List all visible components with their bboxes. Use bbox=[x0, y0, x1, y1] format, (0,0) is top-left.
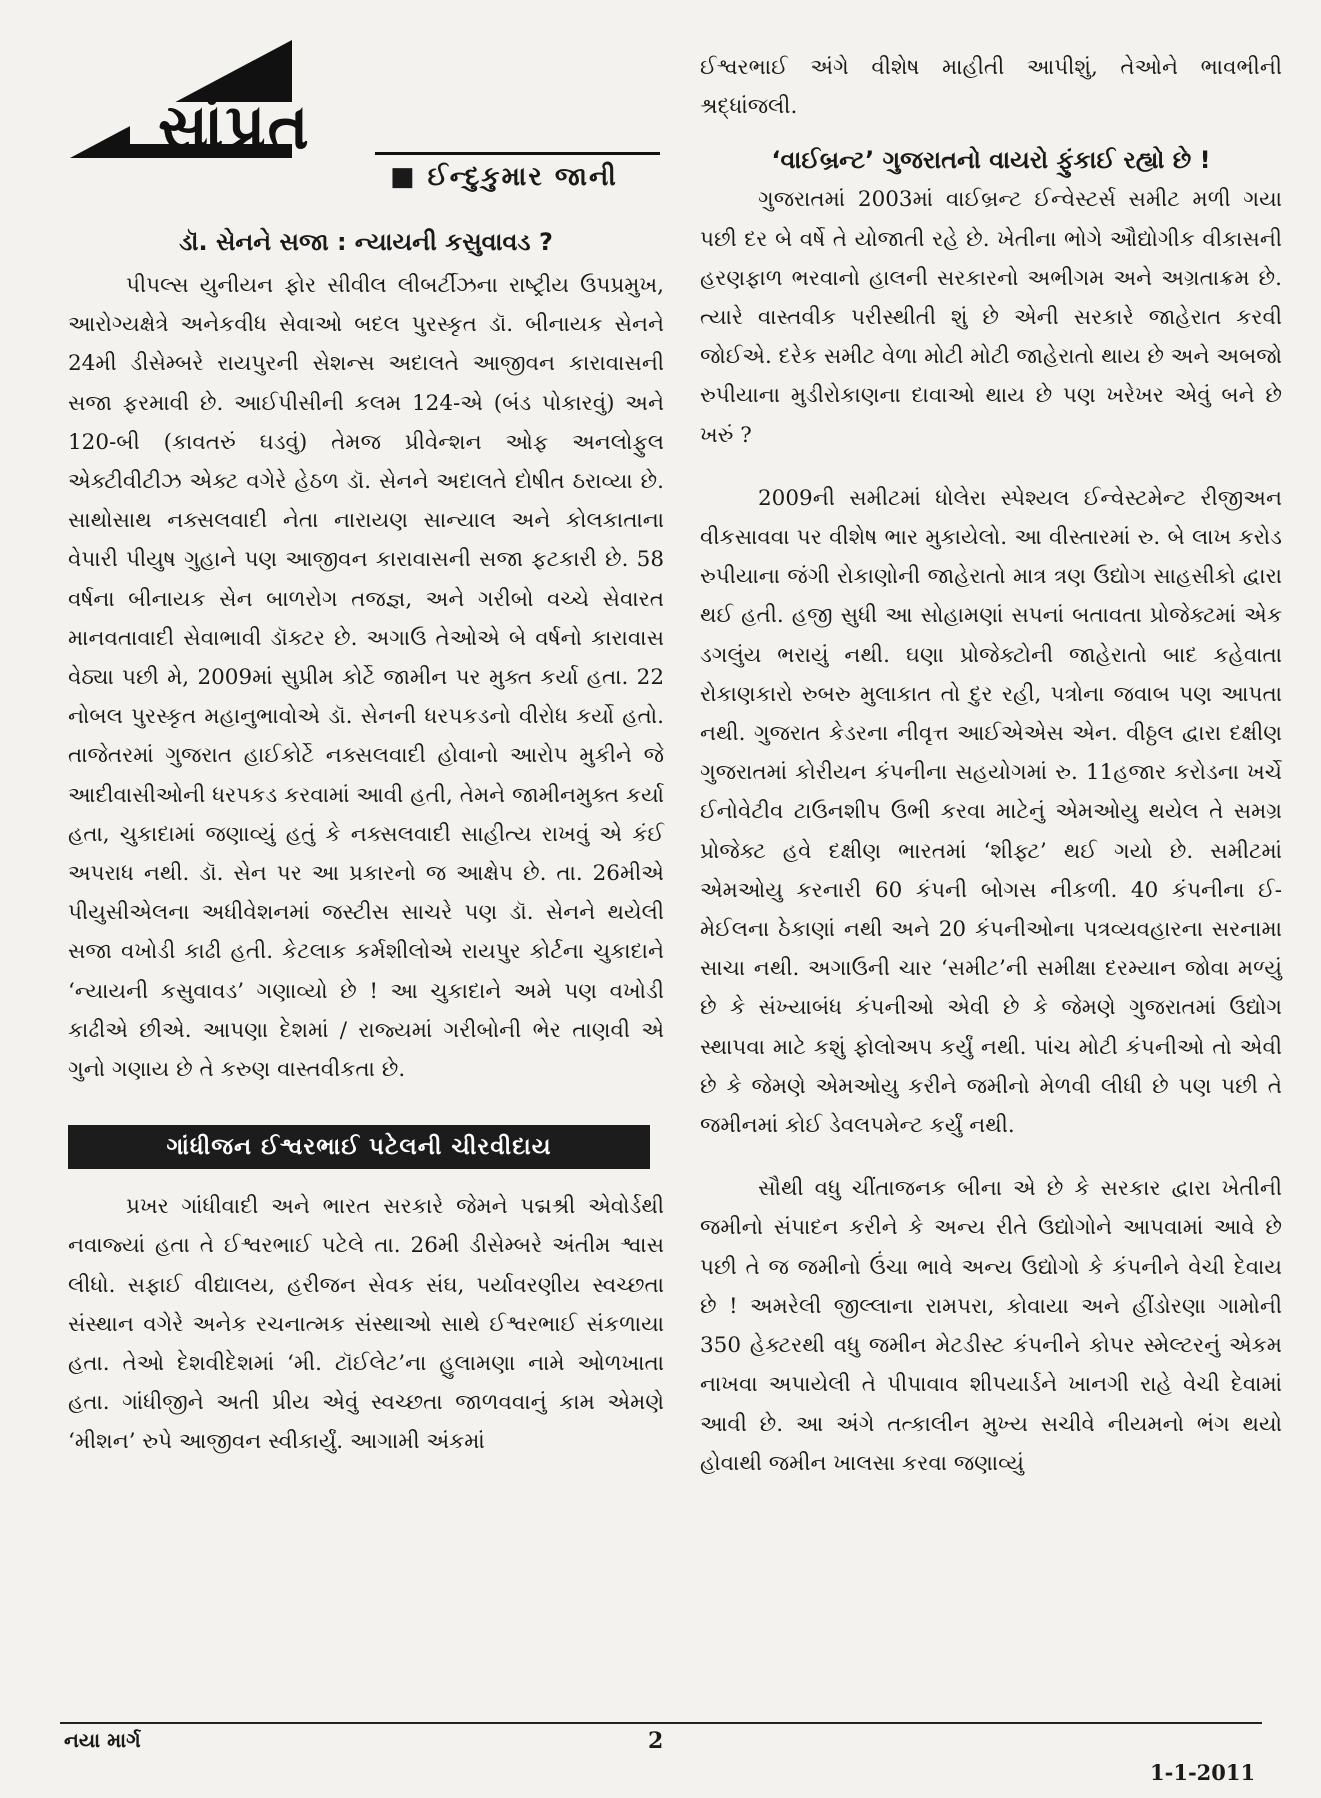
column-logo: સાંપ્રત bbox=[158, 90, 311, 163]
article-body-ishwarbhai-continued: ઈશ્વરભાઈ અંગે વીશેષ માહીતી આપીશું, તેઓને ભાવભીની શ્રદ્ધાંજલી. bbox=[700, 55, 1282, 120]
issue-date: 1-1-2011 bbox=[1150, 1760, 1256, 1785]
right-column bbox=[700, 48, 1282, 1483]
column-author: ■ ઈન્દુકુમાર જાની bbox=[390, 162, 618, 192]
column-header bbox=[70, 40, 660, 210]
article-headline-sen-verdict: ડૉ. સેનને સજા : ન્યાયની કસુવાવડ ? bbox=[179, 228, 553, 256]
article-para-vibrant-2: 2009ની સમીટમાં ધોલેરા સ્પેશ્યલ ઈન્વેસ્ટમેન્ટ રીજીઅન વીકસાવવા પર વીશેષ ભાર મુકાયેલો. આ વીસ્તારમાં રુ. બે લાખ કરોડ રુપીયાના જંગી રોકાણોની જાહેરાતો માત્ર ત્રણ ઉદ્યોગ સાહસીકો દ્વારા થઈ હતી. હજી સુધી આ સોહામણાં સપનાં બતાવતા પ્રોજેક્ટમાં એક ડગલુંય ભરાયું નથી. ઘણા પ્રોજેક્ટોની જાહેરાતો બાદ કહેવાતા રોકાણકારો રુબરુ મુલાકાત તો દુર રહી, પત્રોના જવાબ પણ આપતા નથી. ગુજરાત કેડરના નીવૃત્ત આઈએએસ એન. વીઠ્ઠલ દ્વારા દક્ષીણ ગુજરાતમાં કોરીયન કંપનીના સહયોગમાં રુ. 11હજાર કરોડના ખર્ચે ઈનોવેટીવ ટાઉનશીપ ઉભી કરવા માટેનું એમઓયુ થયેલ તે સમગ્ર પ્રોજેક્ટ હવે દક્ષીણ ભારતમાં ‘શીફ્ટ’ થઈ ગયો છે. સમીટમાં એમઓયુ કરનારી 60 કંપની બોગસ નીકળી. 40 કંપનીના ઈ-મેઈલના ઠેકાણાં નથી અને 20 કંપનીઓના પત્રવ્યવહારના સરનામા સાચા નથી. અગાઉની ચાર ‘સમીટ’ની સમીક્ષા દરમ્યાન જોવા મળ્યું છે કે સંખ્યાબંધ કંપનીઓ એવી છે કે જેમણે ગુજરાતમાં ઉદ્યોગ સ્થાપવા માટે કશું ફોલોઅપ કર્યું નથી. પાંચ મોટી કંપનીઓ તો એવી છે કે જેમણે એમઓયુ કરીને જમીનો મેળવી લીધી છે પણ પછી તે જમીનમાં કોઈ ડેવલપમેન્ટ કર્યું નથી. bbox=[700, 485, 1282, 1139]
footer-rule bbox=[60, 1722, 1262, 1724]
article-para-vibrant-3: સૌથી વધુ ચીંતાજનક બીના એ છે કે સરકાર દ્વારા ખેતીની જમીનો સંપાદન કરીને કે અન્ય રીતે ઉદ્યોગોને આપવામાં આવે છે પછી તે જ જમીનો ઉંચા ભાવે અન્ય ઉદ્યોગો કે કંપનીને વેચી દેવાય છે ! અમરેલી જીલ્લાના રામપરા, કોવાયા અને હીંડોરણા ગામોની 350 હેક્ટરથી વધુ જમીન મેટડીસ્ટ કંપનીને કોપર સ્મેલ્ટરનું એકમ નાખવા અપાયેલી તે પીપાવાવ શીપયાર્ડને ખાનગી રાહે વેચી દેવામાં આવી છે. આ અંગે તત્કાલીન મુખ્ય સચીવે નીયમનો ભંગ થયો હોવાથી જમીન ખાલસા કરવા જણાવ્યું bbox=[700, 1176, 1282, 1476]
article-body-ishwarbhai: પ્રખર ગાંધીવાદી અને ભારત સરકારે જેમને પદ્મશ્રી એવોર્ડથી નવાજ્યાં હતા તે ઈશ્વરભાઈ પટેલે તા. 26મી ડીસેમ્બરે અંતીમ શ્વાસ લીધો. સફાઈ વીદ્યાલય, હરીજન સેવક સંઘ, પર્યાવરણીય સ્વચ્છતા સંસ્થાન વગેરે અનેક રચનાત્મક સંસ્થાઓ સાથે ઈશ્વરભાઈ સંકળાયા હતા. તેઓ દેશવીદેશમાં ‘મી. ટૉઈલેટ’ના હુલામણા નામે ઓળખાતા હતા. ગાંધીજીને અતી પ્રીય એવું સ્વચ્છતા જાળવવાનું કામ એમણે ‘મીશન’ રુપે આજીવન સ્વીકાર્યું. આગામી અંકમાં bbox=[68, 1194, 664, 1455]
article-para-vibrant-1: ગુજરાતમાં 2003માં વાઈબ્રન્ટ ઈન્વેસ્ટર્સ સમીટ મળી ગયા પછી દર બે વર્ષે તે યોજાતી રહે છે. ખેતીના ભોગે ઔદ્યોગીક વીકાસની હરણફાળ ભરવાનો હાલની સરકારનો અભીગમ અને અગ્રતાક્રમ છે. ત્યારે વાસ્તવીક પરીસ્થીતી શું છે એની સરકારે જાહેરાત કરવી જોઈએ. દરેક સમીટ વેળા મોટી મોટી જાહેરાતો થાય છે અને અબજો રુપીયાના મુડીરોકાણના દાવાઓ થાય છે પણ ખરેખર એવું બને છે ખરું ? bbox=[700, 187, 1282, 448]
article-body-sen-verdict: પીપલ્સ યુનીયન ફોર સીવીલ લીબર્ટીઝના રાષ્ટ્રીય ઉપપ્રમુખ, આરોગ્યક્ષેત્રે અનેકવીધ સેવાઓ બદલ પુરસ્કૃત ડૉ. બીનાયક સેનને 24મી ડીસેમ્બરે રાયપુરની સેશન્સ અદાલતે આજીવન કારાવાસની સજા ફરમાવી છે. આઈપીસીની કલમ 124-એ (બંડ પોકારવું) અને 120-બી (કાવતરું ઘડવું) તેમજ પ્રીવેન્શન ઓફ અનલોફુલ એક્ટીવીટીઝ એક્ટ વગેરે હેઠળ ડૉ. સેનને અદાલતે દોષીત ઠરાવ્યા છે. સાથોસાથ નક્સલવાદી નેતા નારાયણ સાન્યાલ અને કોલકાતાના વેપારી પીયુષ ગુહાને પણ આજીવન કારાવાસની સજા ફટકારી છે. 58 વર્ષના બીનાયક સેન બાળરોગ તજજ્ઞ, અને ગરીબો વચ્ચે સેવારત માનવતાવાદી સેવાભાવી ડૉક્ટર છે. અગાઉ તેઓએ બે વર્ષનો કારાવાસ વેઠ્યા પછી મે, 2009માં સુપ્રીમ કોર્ટે જામીન પર મુક્ત કર્યા હતા. 22 નોબલ પુરસ્કૃત મહાનુભાવોએ ડૉ. સેનની ધરપકડનો વીરોધ કર્યો હતો. તાજેતરમાં ગુજરાત હાઈકોર્ટે નક્સલવાદી હોવાનો આરોપ મુકીને જે આદીવાસીઓની ધરપકડ કરવામાં આવી હતી, તેમને જામીનમુક્ત કર્યા હતા, ચુકાદામાં જણાવ્યું હતું કે નક્સલવાદી સાહીત્ય રાખવું એ કંઈ અપરાધ નથી. ડૉ. સેન પર આ પ્રકારનો જ આક્ષેપ છે. તા. 26મીએ પીયુસીએલના અધીવેશનમાં જસ્ટીસ સાચરે પણ ડૉ. સેનને થયેલી સજા વખોડી કાઢી હતી. કેટલાક કર્મશીલોએ રાયપુર કોર્ટના ચુકાદાને ‘ન્યાયની કસુવાવડ’ ગણાવ્યો છે ! આ ચુકાદાને અમે પણ વખોડી કાઢીએ છીએ. આપણા દેશમાં / રાજ્યમાં ગરીબોની ભેર તાણવી એ ગુનો ગણાય છે તે કરુણ વાસ્તવીકતા છે. bbox=[68, 273, 664, 1083]
page-number: 2 bbox=[648, 1728, 664, 1754]
left-column bbox=[68, 222, 664, 1462]
author-rule bbox=[375, 152, 660, 155]
article-headline-vibrant-gujarat: ‘વાઈબ્રન્ટ’ ગુજરાતનો વાયરો ફુંકાઈ રહ્યો છે ! bbox=[771, 146, 1211, 175]
publication-name: નયા માર્ગ bbox=[64, 1728, 141, 1752]
section-heading-ishwarbhai: ગાંધીજન ઈશ્વરભાઈ પટેલની ચીરવીદાય bbox=[68, 1125, 650, 1169]
